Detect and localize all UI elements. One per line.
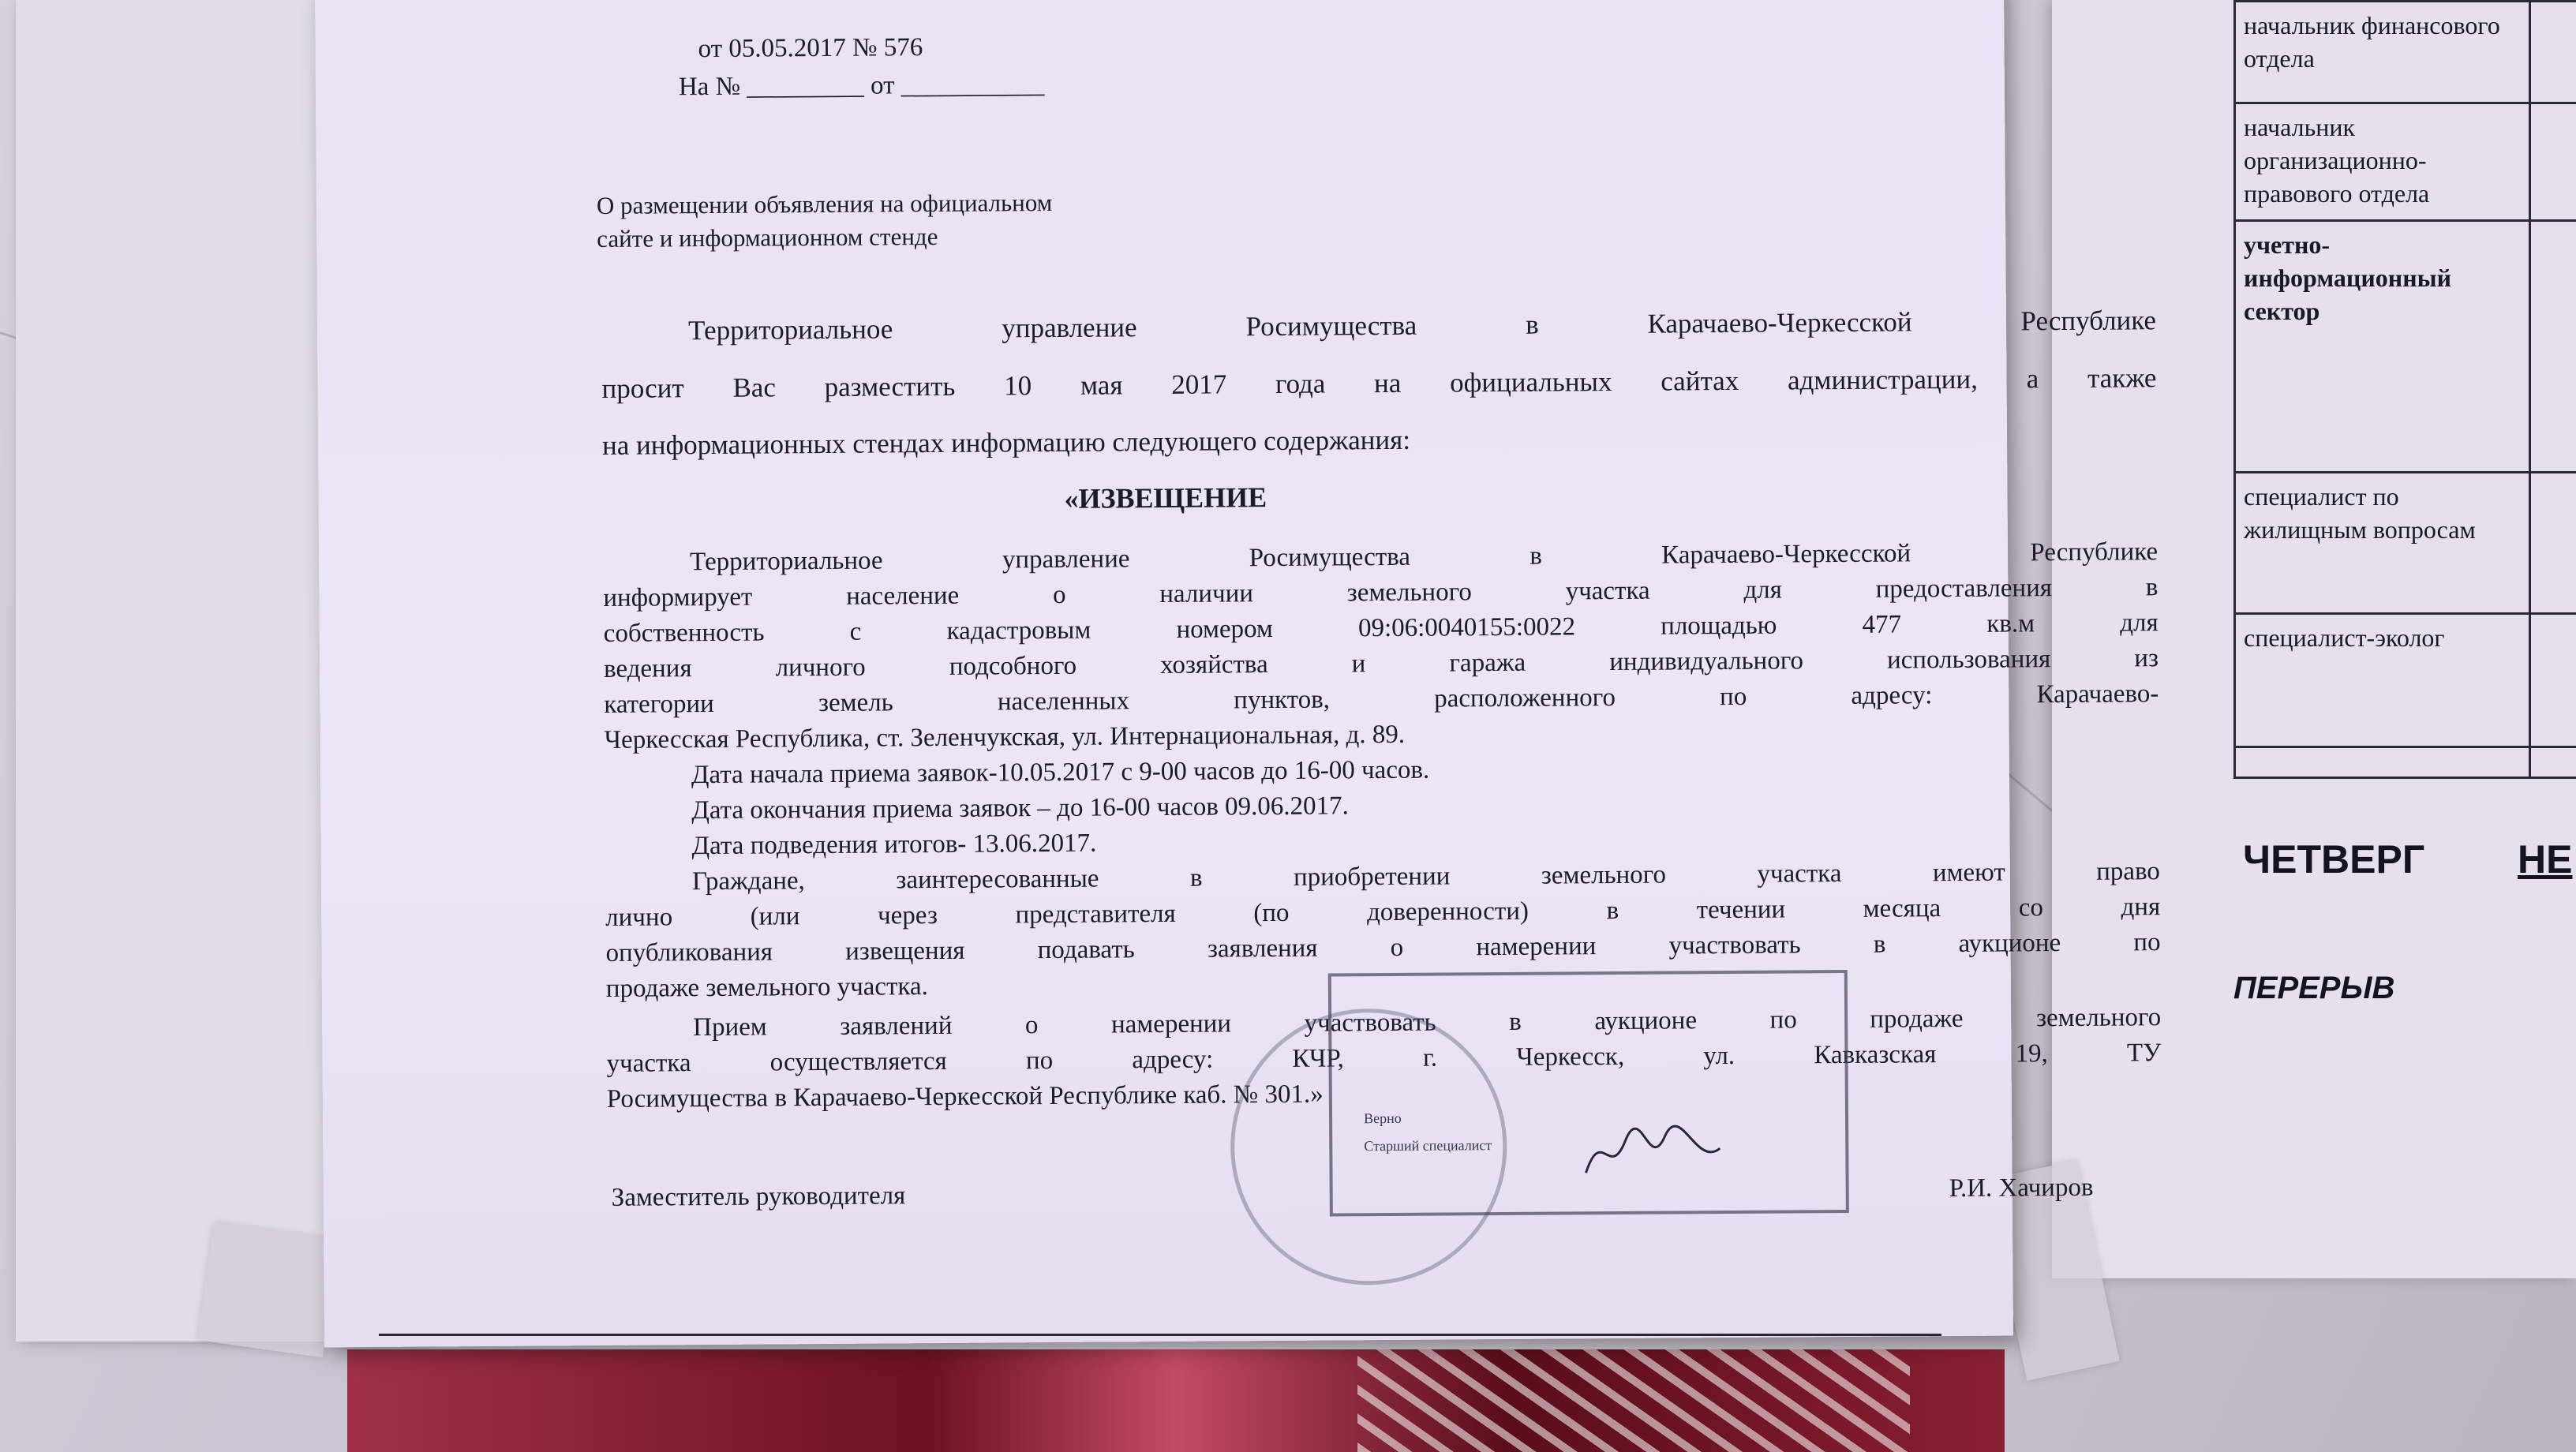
red-poster-strip — [347, 1349, 2005, 1452]
day-label-partial: НЕ — [2518, 837, 2573, 881]
table-row — [2235, 2, 2576, 103]
table-row — [2235, 473, 2576, 614]
notice-body-line: Росимущества в Карачаево-Черкесской Республике каб. № 301.» — [606, 1080, 1324, 1113]
contacts-table — [2233, 0, 2576, 779]
role-cell: специалист-эколог — [2235, 614, 2530, 747]
notice-body-line: Территориальное управление Росимущества в Карачаево-Черкесской Республике — [689, 537, 2159, 577]
role-cell: начальник финансового отдела — [2235, 2, 2530, 103]
notice-body-line: Прием заявлений о намерении участвовать в аукционе по продаже земельного — [693, 1003, 2162, 1042]
table-row — [2235, 747, 2576, 778]
notice-body-line: Граждане, заинтересованные в приобретении земельного участка имеют право — [691, 857, 2161, 896]
table-cell — [2235, 747, 2530, 778]
document-bottom-rule — [379, 1334, 1941, 1336]
signer-name: Р.И. Хачиров — [1949, 1173, 2094, 1203]
handwritten-signature — [1578, 1117, 1728, 1188]
role-cell: начальник организационно-правового отдела — [2235, 103, 2530, 221]
tape-strip — [197, 1223, 339, 1358]
document-subject-line: сайте и информационном стенде — [597, 222, 938, 253]
notice-body-line: информирует население о наличии земельного участка для предоставления в — [603, 573, 2159, 612]
document-reference: На № _________ от ___________ — [678, 70, 1045, 102]
document-date-number: от 05.05.2017 № 576 — [698, 33, 923, 64]
table-cell — [2530, 2, 2576, 103]
table-cell — [2530, 103, 2576, 221]
notice-body-line: Дата окончания приема заявок – до 16-00 часов 09.06.2017. — [691, 791, 1349, 825]
notice-body-line: Дата начала приема заявок-10.05.2017 с 9-00 часов до 16-00 часов. — [691, 755, 1430, 790]
notice-body-line: продаже земельного участка. — [605, 972, 928, 1003]
notice-body-line: опубликования извещения подавать заявления о намерении участвовать в аукционе по — [605, 928, 2161, 967]
table-cell — [2530, 473, 2576, 614]
notice-body-line: категории земель населенных пунктов, расположенного по адресу: Карачаево- — [604, 679, 2159, 719]
intro-line: на информационных стендах информацию следующего содержания: — [601, 424, 1411, 461]
notice-heading: «ИЗВЕЩЕНИЕ — [1064, 481, 1267, 515]
table-cell — [2530, 614, 2576, 747]
stamp-text: Старший специалист — [1364, 1137, 1492, 1154]
official-notice-document — [315, 0, 2162, 1347]
table-cell — [2530, 747, 2576, 778]
document-subject-line: О размещении объявления на официальном — [596, 188, 1053, 220]
notice-body-line: участка осуществляется по адресу: КЧР, г. Черкесск, ул. Кавказская 19, ТУ — [606, 1038, 2162, 1078]
role-cell: специалист по жилищным вопросам — [2235, 473, 2530, 614]
role-cell: учетно-информационный сектор — [2235, 221, 2530, 473]
intro-line: Территориальное управление Росимущества в Карачаево-Черкесской Республике — [687, 305, 2157, 346]
office-schedule-poster — [2052, 0, 2576, 1278]
notice-body-line: ведения личного подсобного хозяйства и гаража индивидуального использования из — [603, 644, 2159, 683]
stamp-text: Верно — [1363, 1110, 1402, 1127]
notice-body-line: Дата подведения итогов- 13.06.2017. — [691, 829, 1097, 861]
table-row — [2235, 221, 2576, 473]
table-row — [2235, 103, 2576, 221]
poster-pattern — [1357, 1349, 1910, 1452]
intro-line: просит Вас разместить 10 мая 2017 года на официальных сайтах администрации, а также — [601, 362, 2157, 404]
day-label: ЧЕТВЕРГ — [2243, 837, 2425, 881]
table-row — [2235, 614, 2576, 747]
notice-body-line: Черкесская Республика, ст. Зеленчукская, ул. Интернациональная, д. 89. — [604, 720, 1406, 754]
break-label: ПЕРЕРЫВ — [2233, 971, 2395, 1005]
table-cell — [2530, 221, 2576, 473]
notice-body-line: лично (или через представителя (по доверенности) в течении месяца со дня — [605, 893, 2161, 932]
signer-title: Заместитель руководителя — [611, 1181, 906, 1212]
notice-body-line: собственность с кадастровым номером 09:06:0040155:0022 площадью 477 кв.м для — [603, 608, 2159, 648]
